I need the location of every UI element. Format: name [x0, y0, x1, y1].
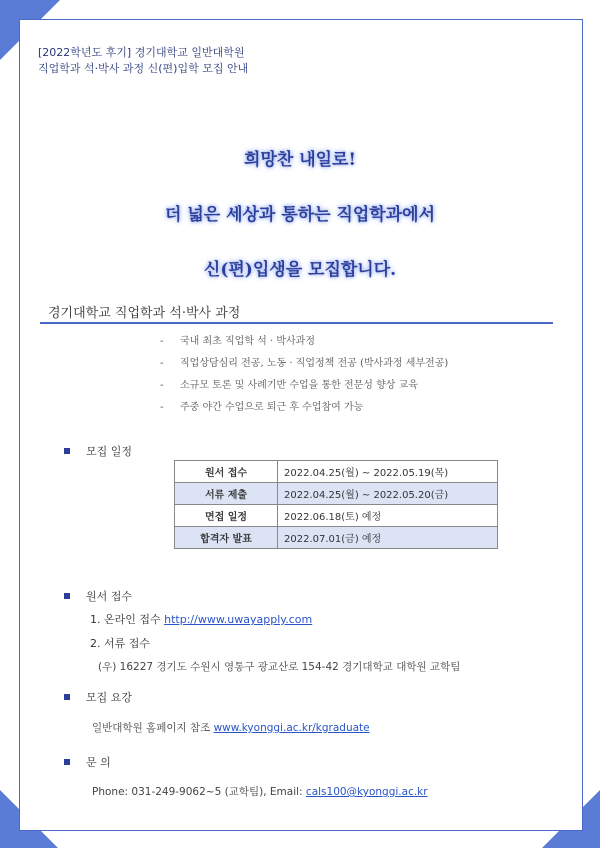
guide-link[interactable]: www.kyonggi.ac.kr/kgraduate: [213, 722, 370, 734]
contact-text: Phone: 031-249-9062~5 (교학팀), Email:: [92, 786, 303, 798]
schedule-value: 2022.04.25(월) ~ 2022.05.20(금): [278, 483, 498, 505]
guide-title: 모집 요강: [86, 691, 133, 704]
square-bullet-icon: [64, 593, 70, 599]
list-item: - 국내 최초 직업학 석 · 박사과정: [160, 336, 315, 347]
table-row: [175, 483, 498, 505]
square-bullet-icon: [64, 759, 70, 765]
square-bullet-icon: [64, 448, 70, 454]
mailing-address: (우) 16227 경기도 수원시 영통구 광교산로 154-42 경기대학교 대학원 교학팀: [98, 661, 461, 673]
schedule-key: 원서 접수: [175, 461, 278, 483]
table-row: [175, 505, 498, 527]
bullet-text: 소규모 토론 및 사례기반 수업을 통한 전문성 향상 교육: [180, 380, 418, 391]
schedule-title: 모집 일정: [86, 445, 133, 458]
schedule-key: 면접 일정: [175, 505, 278, 527]
guide-line: [92, 720, 370, 735]
list-item: - 주중 야간 수업으로 퇴근 후 수업참여 가능: [160, 402, 364, 413]
application-title: 원서 접수: [86, 590, 133, 603]
section-divider: [40, 322, 553, 324]
document-header: [38, 45, 248, 77]
headline-2: 더 넓은 세상과 통하는 직업학과에서: [164, 205, 435, 225]
docs-label: 2. 서류 접수: [90, 637, 150, 650]
schedule-value: 2022.04.25(월) ~ 2022.05.19(목): [278, 461, 498, 483]
contact-email-link[interactable]: cals100@kyonggi.ac.kr: [305, 786, 428, 798]
list-item: - 소규모 토론 및 사례기반 수업을 통한 전문성 향상 교육: [160, 380, 418, 391]
headline-3: 신(편)입생을 모집합니다.: [203, 260, 397, 280]
bullet-text: 직업상담심리 전공, 노동 · 직업정책 전공 (박사과정 세부전공): [180, 358, 449, 369]
header-line-2: 직업학과 석·박사 과정 신(편)입학 모집 안내: [38, 62, 249, 75]
bullet-text: 주중 야간 수업으로 퇴근 후 수업참여 가능: [180, 402, 364, 413]
guide-text: 일반대학원 홈페이지 참조: [92, 722, 211, 734]
square-bullet-icon: [64, 694, 70, 700]
online-application: [90, 611, 312, 627]
header-line-1: [2022학년도 후기] 경기대학교 일반대학원: [38, 46, 245, 59]
schedule-table: [174, 460, 498, 549]
schedule-value: 2022.07.01(금) 예정: [278, 527, 498, 549]
intro-title: 경기대학교 직업학과 석·박사 과정: [48, 306, 241, 321]
list-item: - 직업상담심리 전공, 노동 · 직업정책 전공 (박사과정 세부전공): [160, 358, 449, 369]
contact-title: 문 의: [86, 756, 111, 769]
table-row: [175, 527, 498, 549]
contact-line: [92, 784, 428, 799]
schedule-key: 서류 제출: [175, 483, 278, 505]
online-label: 1. 온라인 접수: [90, 613, 161, 626]
page-frame: [19, 19, 583, 831]
schedule-key: 합격자 발표: [175, 527, 278, 549]
bullet-text: 국내 최초 직업학 석 · 박사과정: [180, 336, 315, 347]
online-application-link[interactable]: http://www.uwayapply.com: [164, 613, 313, 626]
table-row: [175, 461, 498, 483]
headline-1: 희망찬 내일로!: [244, 150, 356, 170]
intro-bullet-list: [160, 334, 448, 422]
schedule-value: 2022.06.18(토) 예정: [278, 505, 498, 527]
